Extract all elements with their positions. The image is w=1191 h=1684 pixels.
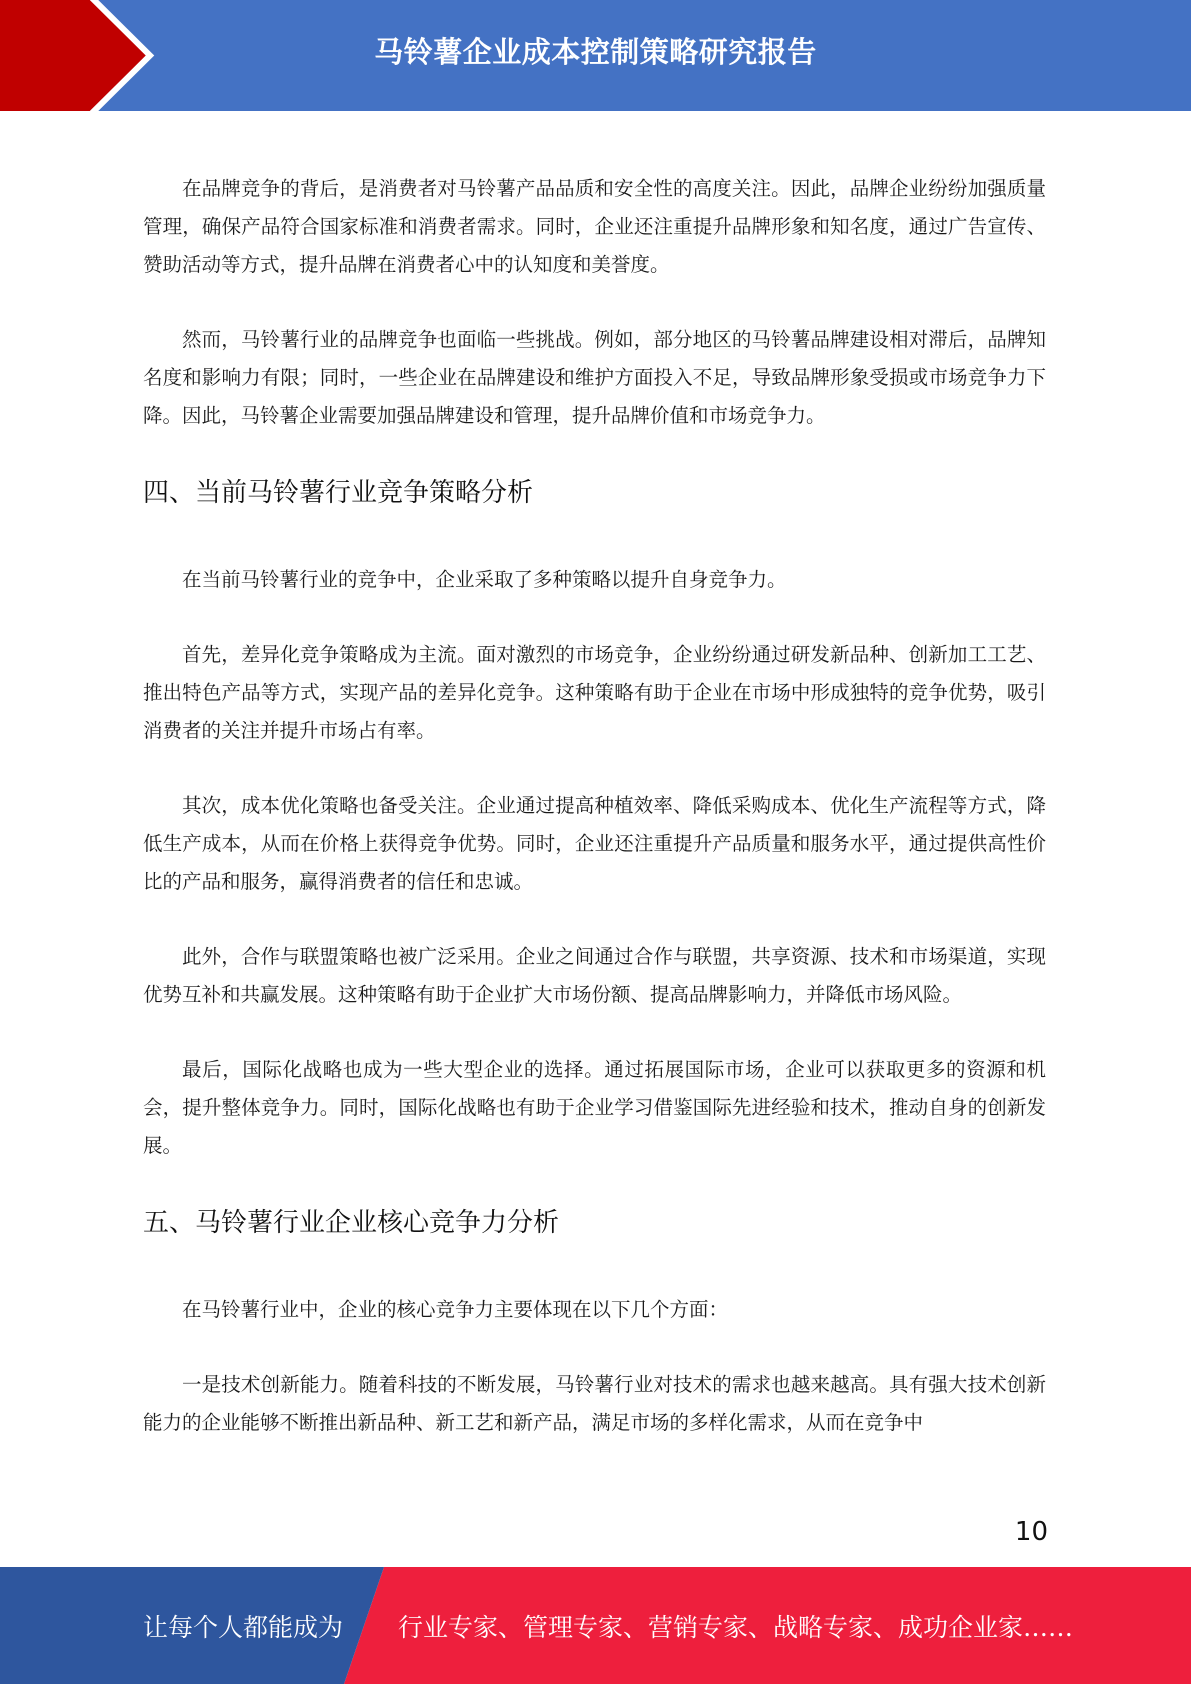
paragraph-tech-innovation: 一是技术创新能力。随着科技的不断发展，马铃薯行业对技术的需求也越来越高。具有强大技术创新能力的企业能够不断推出新品种、新工艺和新产品，满足市场的多样化需求，从而在竞争中 <box>143 1373 1046 1434</box>
paragraph-cooperation: 此外，合作与联盟策略也被广泛采用。企业之间通过合作与联盟，共享资源、技术和市场渠道，实现优势互补和共赢发展。这种策略有助于企业扩大市场份额、提高品牌影响力，并降低市场风险。 <box>143 945 1046 1006</box>
page-content <box>143 170 1046 1442</box>
footer-slogan-left: 让每个人都能成为 <box>143 1612 344 1642</box>
page-header <box>0 0 1191 111</box>
paragraph-differentiation: 首先，差异化竞争策略成为主流。面对激烈的市场竞争，企业纷纷通过研发新品种、创新加工工艺、推出特色产品等方式，实现产品的差异化竞争。这种策略有助于企业在市场中形成独特的竞争优势，吸引消费者的关注并提升市场占有率。 <box>143 643 1046 742</box>
paragraph-brand-quality: 在品牌竞争的背后，是消费者对马铃薯产品品质和安全性的高度关注。因此，品牌企业纷纷加强质量管理，确保产品符合国家标准和消费者需求。同时，企业还注重提升品牌形象和知名度，通过广告宣传、赞助活动等方式，提升品牌在消费者心中的认知度和美誉度。 <box>143 177 1046 276</box>
paragraph-brand-challenges: 然而，马铃薯行业的品牌竞争也面临一些挑战。例如，部分地区的马铃薯品牌建设相对滞后，品牌知名度和影响力有限；同时，一些企业在品牌建设和维护方面投入不足，导致品牌形象受损或市场竞争力下降。因此，马铃薯企业需要加强品牌建设和管理，提升品牌价值和市场竞争力。 <box>143 328 1046 427</box>
page-footer <box>0 1567 1191 1684</box>
section-heading-core-competence: 五、马铃薯行业企业核心竞争力分析 <box>143 1208 560 1238</box>
paragraph-cost-optimization: 其次，成本优化策略也备受关注。企业通过提高种植效率、降低采购成本、优化生产流程等方式，降低生产成本，从而在价格上获得竞争优势。同时，企业还注重提升产品质量和服务水平，通过提供高性价比的产品和服务，赢得消费者的信任和忠诚。 <box>143 794 1046 893</box>
paragraph-internationalization: 最后，国际化战略也成为一些大型企业的选择。通过拓展国际市场，企业可以获取更多的资源和机会，提升整体竞争力。同时，国际化战略也有助于企业学习借鉴国际先进经验和技术，推动自身的创新发展。 <box>143 1058 1046 1157</box>
section-heading-competition-strategy: 四、当前马铃薯行业竞争策略分析 <box>143 478 534 508</box>
paragraph-core-intro: 在马铃薯行业中，企业的核心竞争力主要体现在以下几个方面： <box>182 1298 729 1321</box>
page-number: 10 <box>1014 1517 1048 1547</box>
footer-slogan-right: 行业专家、管理专家、营销专家、战略专家、成功企业家…… <box>398 1612 1074 1642</box>
paragraph-strategy-intro: 在当前马铃薯行业的竞争中，企业采取了多种策略以提升自身竞争力。 <box>182 568 787 591</box>
report-title: 马铃薯企业成本控制策略研究报告 <box>374 34 817 69</box>
